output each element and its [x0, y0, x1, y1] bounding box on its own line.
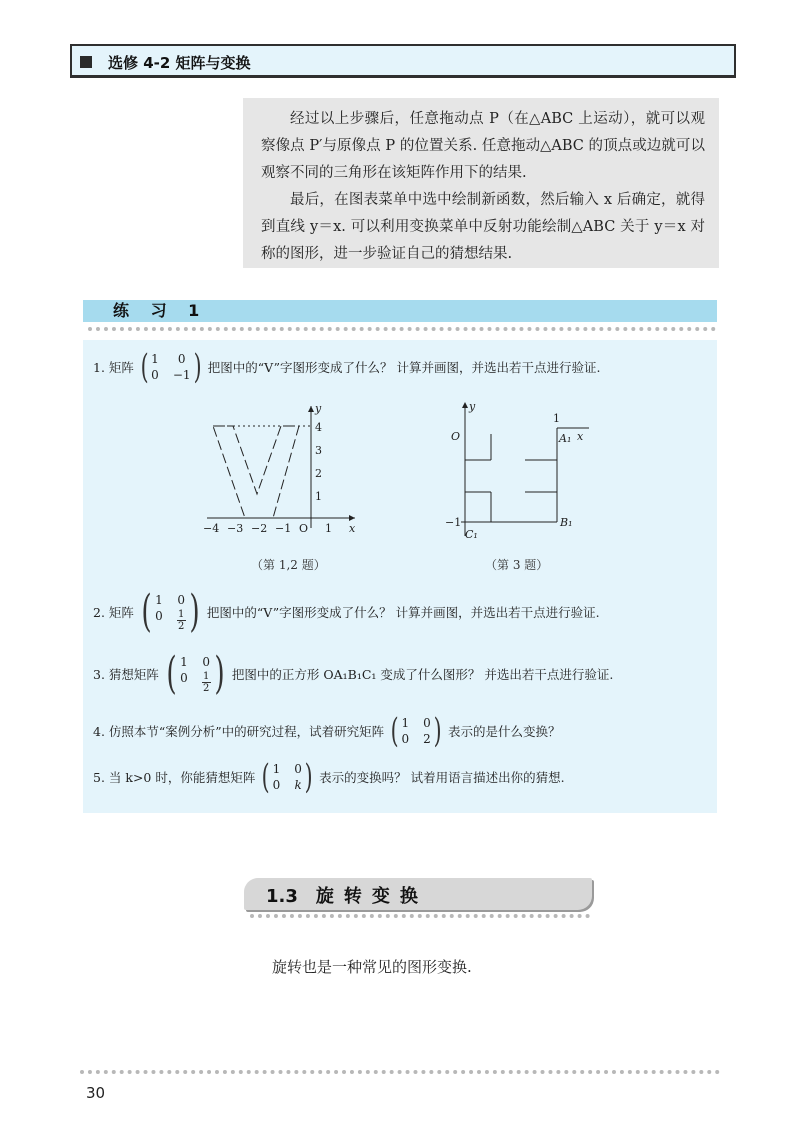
section-title — [266, 882, 428, 908]
v-shape-outline — [213, 426, 299, 518]
matrix-entry: 0 — [177, 352, 186, 366]
exercise-title: 练 习 1 — [113, 301, 208, 320]
section-name: 旋转变换 — [315, 886, 428, 907]
figure-v-shape — [203, 400, 363, 540]
matrix-entry: 2 — [423, 732, 431, 746]
x-tick-label: −4 — [203, 522, 220, 535]
question-3-prefix: 3. 猜想矩阵 — [93, 667, 159, 682]
question-4 — [93, 711, 561, 751]
matrix-entry: 1 — [272, 762, 281, 776]
question-5-prefix: 5. 当 k>0 时，你能猜想矩阵 — [93, 770, 256, 785]
question-2 — [93, 586, 600, 637]
matrix-fraction — [177, 609, 186, 632]
matrix-entry: 1 — [151, 352, 159, 366]
matrix-entry: 0 — [202, 654, 211, 669]
figure-2-caption: （第 3 题） — [485, 558, 549, 572]
matrix: ( 1 0 0 $\frac{1}{2}$ ) — [166, 648, 225, 699]
tick-label: 1 — [553, 412, 560, 425]
tick-label: −1 — [445, 516, 462, 529]
matrix-entry: 1 — [155, 592, 163, 607]
header-title: 选修 4-2 矩阵与变换 — [108, 54, 251, 72]
matrix: ( 1 0 0 −1 ) — [140, 347, 202, 387]
y-tick-label: 2 — [315, 467, 322, 480]
matrix-entry: 0 — [155, 608, 163, 623]
x-tick-label: −1 — [275, 522, 292, 535]
x-tick-label: −2 — [251, 522, 268, 535]
point-label-c1: C₁ — [465, 528, 478, 541]
y-axis-arrow — [462, 402, 468, 408]
question-1 — [93, 347, 601, 387]
y-tick-label: 4 — [315, 421, 322, 434]
instruction-paragraph-1: 经过以上步骤后，任意拖动点 P（在△ABC 上运动），就可以观察像点 P′与原像点 P 的位置关系. 任意拖动△ABC 的顶点或边就可以观察不同的三角形在该矩阵作用下的结果. — [261, 111, 705, 181]
matrix-fraction — [202, 671, 211, 694]
question-5-text: 表示的变换吗？ 试着用语言描述出你的猜想. — [319, 770, 565, 785]
section-heading — [244, 878, 592, 910]
matrix-entry: 0 — [423, 716, 431, 730]
matrix: ( 1 0 0 $\frac{1}{2}$ ) — [141, 586, 200, 637]
question-3-text: 把图中的正方形 OA₁B₁C₁ 变成了什么图形？ 并选出若干点进行验证. — [231, 667, 614, 682]
instruction-box — [243, 98, 719, 268]
matrix-entry: 1 — [401, 716, 410, 730]
square-and-lines — [461, 428, 557, 522]
dotted-divider — [250, 914, 590, 918]
section-number: 1.3 — [266, 886, 298, 907]
figure-1-caption: （第 1,2 题） — [251, 558, 326, 572]
matrix-entry: 0 — [180, 670, 188, 685]
origin-label: O — [299, 522, 309, 535]
question-4-prefix: 4. 仿照本节“案例分析”中的研究过程，试着研究矩阵 — [93, 724, 385, 739]
exercise-header — [83, 300, 717, 322]
exercise-box — [83, 340, 717, 813]
matrix-entry: 0 — [401, 732, 410, 746]
matrix: ( 1 0 0 2 ) — [390, 711, 442, 751]
figure-square — [443, 398, 593, 544]
fraction-denominator: 2 — [178, 620, 185, 632]
y-axis-label: y — [315, 402, 322, 415]
x-tick-label: −3 — [227, 522, 244, 535]
y-axis-label: y — [469, 400, 476, 413]
page-header — [70, 44, 736, 78]
question-4-text: 表示的是什么变换？ — [448, 724, 561, 739]
fraction-denominator: 2 — [203, 682, 210, 694]
header-square-icon — [80, 56, 92, 68]
instruction-paragraph-2: 最后，在图表菜单中选中绘制新函数，然后输入 x 后确定，就得到直线 y＝x. 可以利用变换菜单中反射功能绘制△ABC 关于 y＝x 对称的图形，进一步验证自己的猜想结果. — [261, 192, 705, 262]
question-3 — [93, 648, 614, 699]
y-axis-arrow — [308, 406, 314, 412]
dotted-divider — [88, 327, 716, 331]
fraction-numerator: 1 — [203, 670, 210, 682]
matrix-entry: 0 — [294, 762, 302, 776]
question-5 — [93, 757, 565, 797]
page-number: 30 — [86, 1084, 106, 1102]
matrix: ( 1 0 0 k ) — [262, 757, 313, 797]
matrix-entry: −1 — [172, 368, 191, 382]
x-axis-label: x — [349, 522, 356, 535]
question-1-prefix: 1. 矩阵 — [93, 360, 134, 375]
y-tick-label: 3 — [315, 444, 322, 457]
matrix-entry: 0 — [151, 368, 159, 382]
question-2-prefix: 2. 矩阵 — [93, 605, 134, 620]
x-axis-label: x — [577, 430, 584, 443]
fraction-numerator: 1 — [178, 608, 185, 620]
question-1-text: 把图中的“V”字图形变成了什么？ 计算并画图，并选出若干点进行验证. — [207, 360, 601, 375]
x-axis-arrow — [349, 515, 355, 521]
matrix-entry: k — [294, 778, 302, 792]
matrix-entry: 0 — [272, 778, 281, 792]
origin-label: O — [451, 430, 461, 443]
question-2-text: 把图中的“V”字图形变成了什么？ 计算并画图，并选出若干点进行验证. — [206, 605, 600, 620]
matrix-entry: 0 — [177, 592, 186, 607]
y-tick-label: 1 — [315, 490, 322, 503]
x-tick-label: 1 — [325, 522, 332, 535]
matrix-entry: 1 — [180, 654, 188, 669]
point-label-b1: B₁ — [560, 516, 573, 529]
point-label-a1: A₁ — [559, 432, 572, 445]
intro-text: 旋转也是一种常见的图形变换. — [272, 958, 472, 976]
footer-dotted-divider — [80, 1070, 720, 1074]
